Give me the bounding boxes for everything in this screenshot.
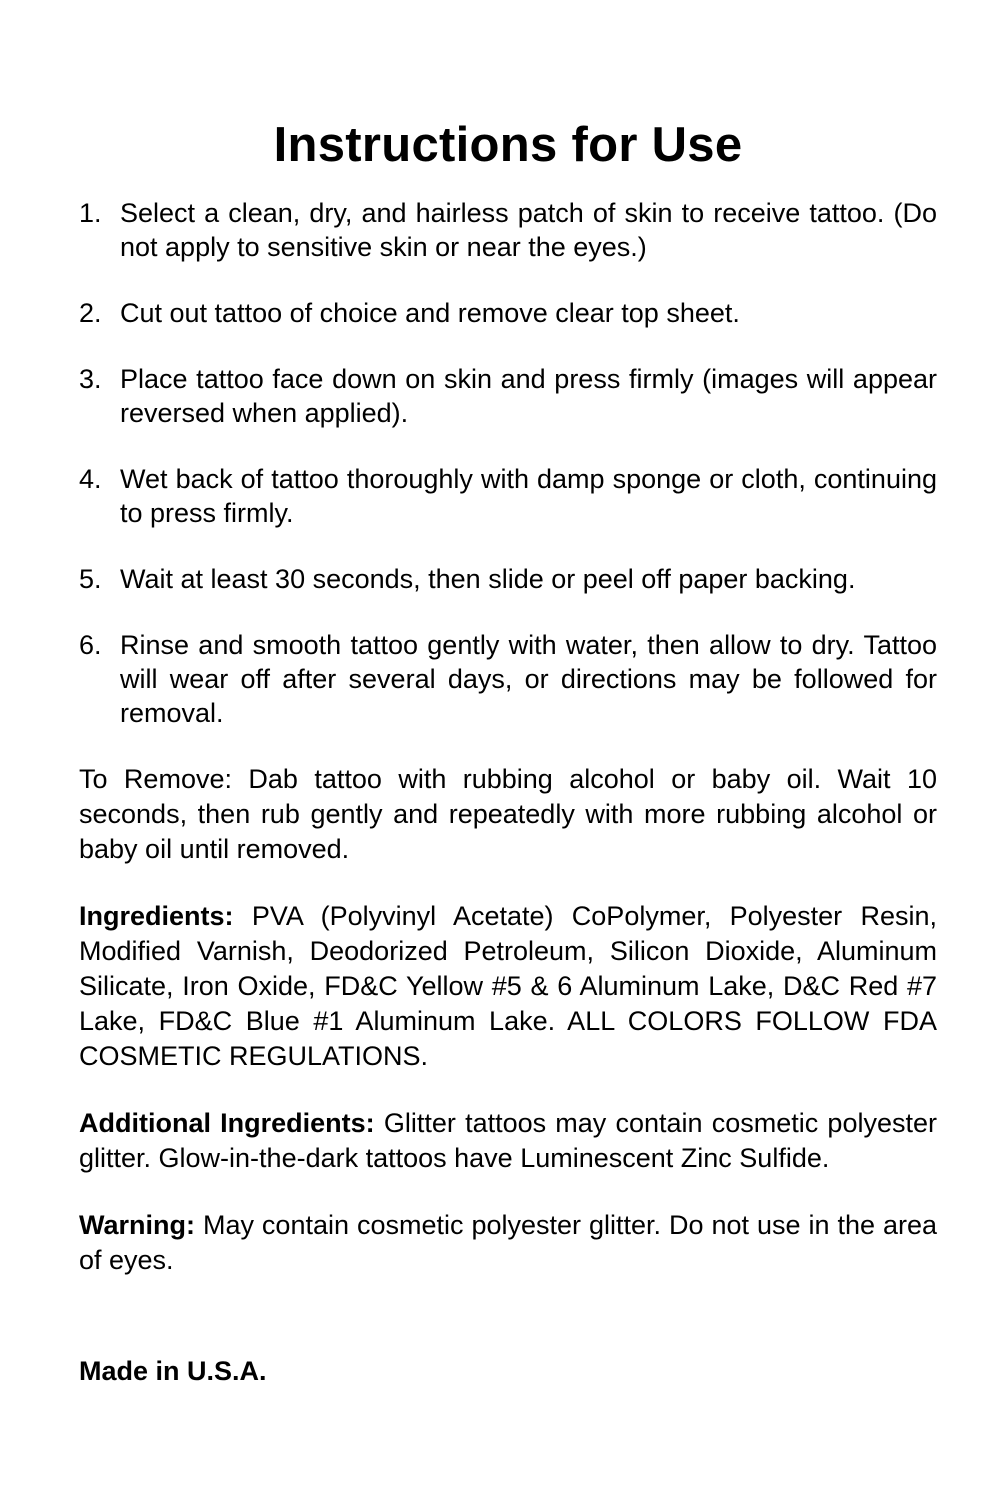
instructions-sheet xyxy=(79,112,937,1389)
ingredients-label: Ingredients: xyxy=(79,901,234,931)
removal-paragraph xyxy=(79,762,937,867)
warning-label: Warning: xyxy=(79,1210,195,1240)
step-text: Rinse and smooth tattoo gently with water, then allow to dry. Tattoo will wear off after several days, or directions may be followed for removal. xyxy=(120,630,937,728)
step-text: Wait at least 30 seconds, then slide or peel off paper backing. xyxy=(120,564,856,594)
step-item xyxy=(79,196,937,264)
page-title: Instructions for Use xyxy=(273,118,743,172)
step-number: 4. xyxy=(79,464,102,494)
removal-text: To Remove: Dab tattoo with rubbing alcohol or baby oil. Wait 10 seconds, then rub gently and repeatedly with more rubbing alcohol or baby oil until removed. xyxy=(79,764,937,864)
step-number: 3. xyxy=(79,364,102,394)
step-number: 6. xyxy=(79,630,102,660)
warning-paragraph xyxy=(79,1208,937,1278)
step-item xyxy=(79,296,937,330)
additional-ingredients-label: Additional Ingredients: xyxy=(79,1108,375,1138)
step-number: 5. xyxy=(79,564,102,594)
ingredients-text: PVA (Polyvinyl Acetate) CoPolymer, Polyester Resin, Modified Varnish, Deodorized Petroleum, Silicon Dioxide, Aluminum Silicate, Iron Oxide, FD&C Yellow #5 & 6 Aluminum Lake, D&C Red #7 Lake, FD&C Blue #1 Aluminum Lake. ALL COLORS FOLLOW FDA COSMETIC REGULATIONS. xyxy=(79,901,937,1071)
ingredients-paragraph xyxy=(79,899,937,1074)
made-in-label: Made in U.S.A. xyxy=(79,1356,267,1386)
step-number: 2. xyxy=(79,298,102,328)
step-text: Cut out tattoo of choice and remove clear top sheet. xyxy=(120,298,740,328)
step-text: Select a clean, dry, and hairless patch of skin to receive tattoo. (Do not apply to sensitive skin or near the eyes.) xyxy=(120,198,937,262)
step-text: Place tattoo face down on skin and press firmly (images will appear reversed when applied). xyxy=(120,364,937,428)
step-item xyxy=(79,362,937,430)
warning-text: May contain cosmetic polyester glitter. Do not use in the area of eyes. xyxy=(79,1210,937,1275)
step-item xyxy=(79,562,937,596)
step-item xyxy=(79,462,937,530)
additional-ingredients-text: Glitter tattoos may contain cosmetic polyester glitter. Glow-in-the-dark tattoos have Luminescent Zinc Sulfide. xyxy=(79,1108,937,1173)
additional-ingredients-paragraph xyxy=(79,1106,937,1176)
step-number: 1. xyxy=(79,198,102,228)
step-text: Wet back of tattoo thoroughly with damp sponge or cloth, continuing to press firmly. xyxy=(120,464,937,528)
steps-list xyxy=(79,196,937,730)
step-item xyxy=(79,628,937,730)
